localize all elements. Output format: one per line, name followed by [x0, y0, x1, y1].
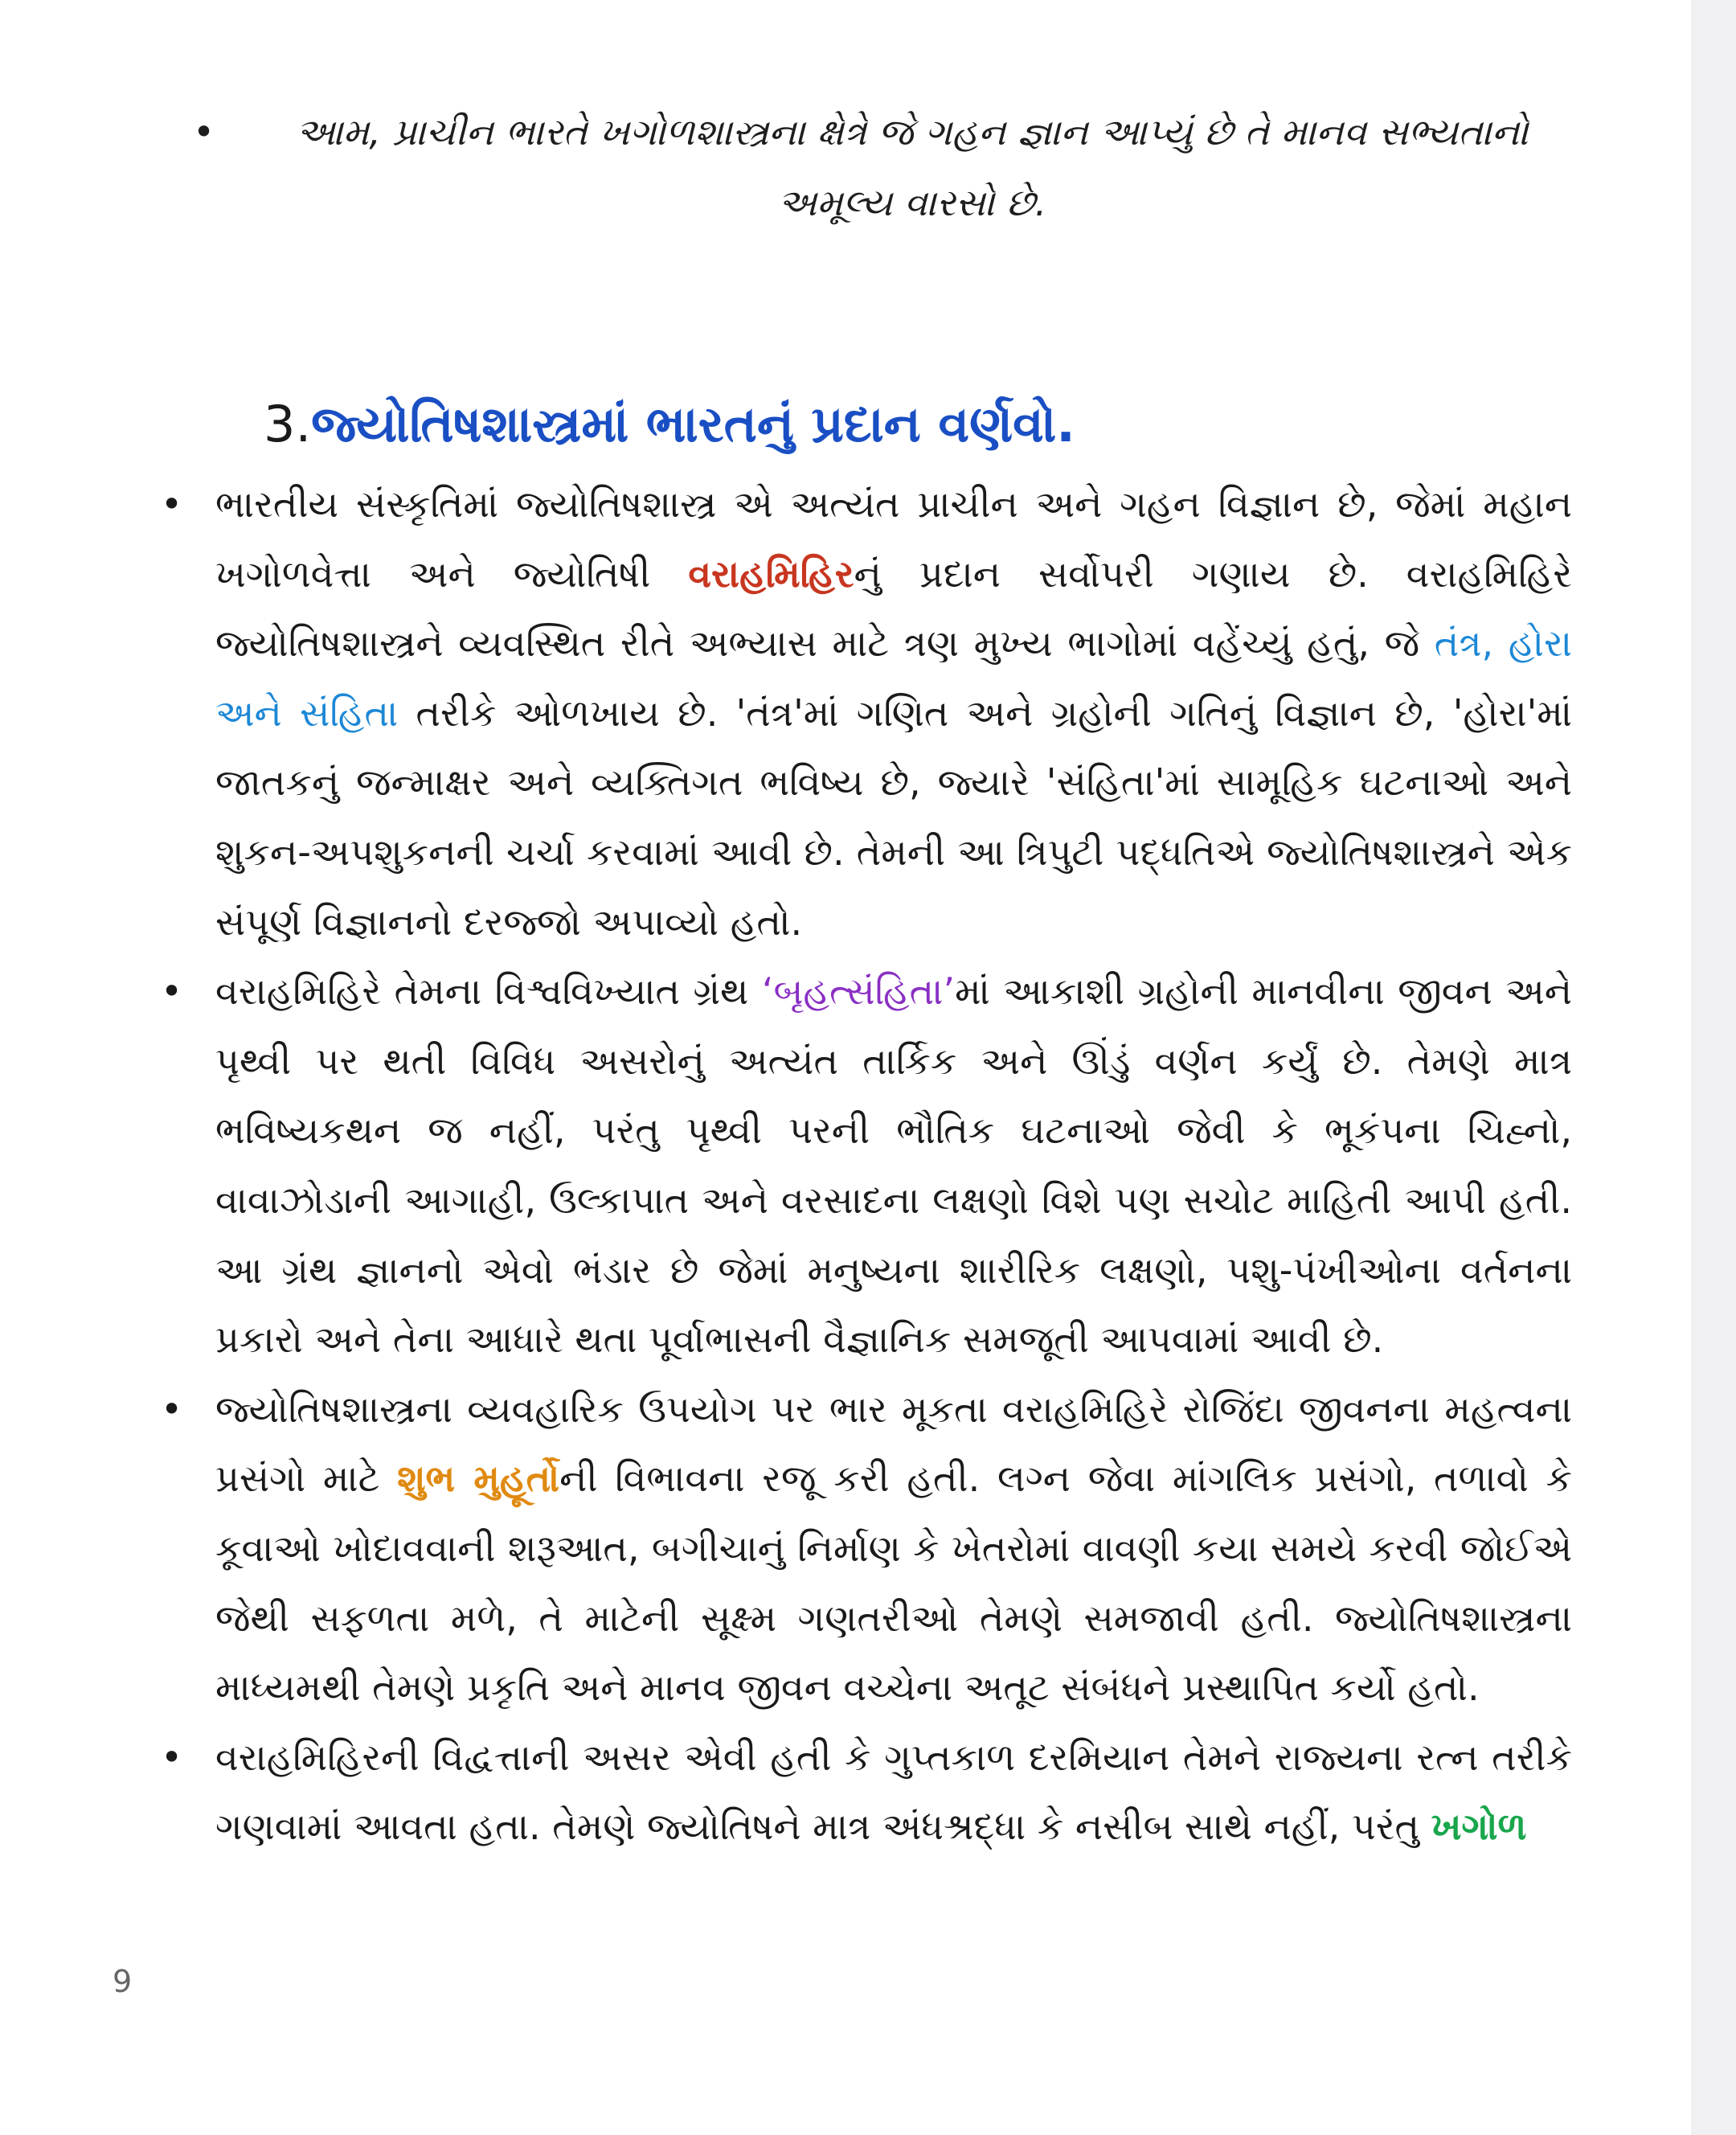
bullet-symbol: • [161, 1735, 183, 1779]
bullet-text: ની વિભાવના રજૂ કરી હતી. લગ્ન જેવા માંગલિક પ્રસંગો, તળાવો કે કૂવાઓ ખોદાવવાની શરૂઆત, બગીચાનું નિર્માણ કે ખેતરોમાં વાવણી કયા સમયે કરવી જોઈએ જેથી સફળતા મળે, તે માટેની સૂક્ષ્મ ગણતરીઓ તેમણે સમજાવી હતી. જ્યોતિષશાસ્ત્રના માધ્યમથી તેમણે પ્રકૃતિ અને માનવ જીવન વચ્ચેના અતૂટ સંબંધને પ્રસ્થાપિત કર્યો હતો. [215, 1457, 1572, 1710]
bullet-text: ભારતીય સંસ્કૃતિમાં જ્યોતિષશાસ્ત્ર એ અત્યંત પ્રાચીન અને ગહન વિજ્ઞાન છે, જેમાં મહાન ખગોળવેત્તા અને જ્યોતિષી [215, 482, 1572, 596]
highlight-tantra-hora-samhita: તંત્ર, હોરા અને સંહિતા [215, 621, 1572, 735]
bullet-item-gupta-period [161, 1723, 1572, 1862]
bullet-symbol: • [193, 110, 215, 154]
intro-text: આમ, પ્રાચીન ભારતે ખગોળશાસ્ત્રના ક્ષેત્રે જે ગહન જ્ઞાન આપ્યું છે તે માનવ સભ્યતાનો અમૂલ્ય વારસો છે. [296, 110, 1529, 224]
highlight-shubh-muhurta: શુભ મુહૂર્તો [397, 1457, 560, 1501]
highlight-khagol: ખગોળ [1431, 1805, 1527, 1849]
section-number: 3. [264, 395, 312, 453]
section-title: જ્યોતિષશાસ્ત્રમાં ભારતનું પ્રદાન વર્ણવો. [311, 395, 1075, 453]
bullet-text: નું પ્રદાન સર્વોપરી ગણાય છે. વરાહમિહિરે જ્યોતિષશાસ્ત્રને વ્યવસ્થિત રીતે અભ્યાસ માટે ત્રણ મુખ્ય ભાગોમાં વહેંચ્યું હતું, જે [215, 551, 1572, 666]
bullet-symbol: • [161, 482, 183, 526]
bullet-text: જ્યોતિષશાસ્ત્રના વ્યવહારિક ઉપયોગ પર ભાર મૂકતા વરાહમિહિરે રોજિંદા જીવનના મહત્વના પ્રસંગો માટે [215, 1387, 1572, 1501]
bullet-item-muhurta [161, 1375, 1572, 1723]
highlight-varahamihira: વરાહમિહિર [688, 551, 854, 596]
bullet-text: વરાહમિહિરની વિદ્વત્તાની અસર એવી હતી કે ગુપ્તકાળ દરમિયાન તેમને રાજ્યના રત્ન તરીકે ગણવામાં આવતા હતા. તેમણે જ્યોતિષને માત્ર અંધશ્રદ્ધા કે નસીબ સાથે નહીં, પરંતુ [215, 1735, 1572, 1849]
bullet-symbol: • [161, 1387, 183, 1431]
bullet-list [161, 469, 1572, 1862]
bullet-symbol: • [161, 969, 183, 1014]
page-number: 9 [113, 1964, 133, 1999]
bullet-text: માં આકાશી ગ્રહોની માનવીના જીવન અને પૃથ્વી પર થતી વિવિધ અસરોનું અત્યંત તાર્કિક અને ઊંડું વર્ણન કર્યું છે. તેમણે માત્ર ભવિષ્યકથન જ નહીં, પરંતુ પૃથ્વી પરની ભૌતિક ઘટનાઓ જેવી કે ભૂકંપના ચિહ્નો, વાવાઝોડાની આગાહી, ઉલ્કાપાત અને વરસાદના લક્ષણો વિશે પણ સચોટ માહિતી આપી હતી. આ ગ્રંથ જ્ઞાનનો એવો ભંડાર છે જેમાં મનુષ્યના શારીરિક લક્ષણો, પશુ-પંખીઓના વર્તનના પ્રકારો અને તેના આધારે થતા પૂર્વાભાસની વૈજ્ઞાનિક સમજૂતી આપવામાં આવી છે. [215, 969, 1573, 1362]
section-heading [264, 384, 1075, 465]
bullet-item-brihatsamhita [161, 957, 1572, 1375]
bullet-text: વરાહમિહિરે તેમના વિશ્વવિખ્યાત ગ્રંથ [215, 969, 762, 1014]
highlight-brihatsamhita: ‘બૃહત્સંહિતા’ [761, 969, 956, 1014]
page-edge-shadow [1691, 0, 1736, 2135]
bullet-item-tantra-hora-samhita [161, 469, 1572, 957]
intro-bullet-item [193, 96, 1575, 238]
bullet-text: તરીકે ઓળખાય છે. 'તંત્ર'માં ગણિત અને ગ્રહોની ગતિનું વિજ્ઞાન છે, 'હોરા'માં જાતકનું જન્માક્ષર અને વ્યક્તિગત ભવિષ્ય છે, જ્યારે 'સંહિતા'માં સામૂહિક ઘટનાઓ અને શુકન-અપશુકનની ચર્ચા કરવામાં આવી છે. તેમની આ ત્રિપુટી પદ્ધતિએ જ્યોતિષશાસ્ત્રને એક સંપૂર્ણ વિજ્ઞાનનો દરજ્જો અપાવ્યો હતો. [215, 690, 1572, 944]
